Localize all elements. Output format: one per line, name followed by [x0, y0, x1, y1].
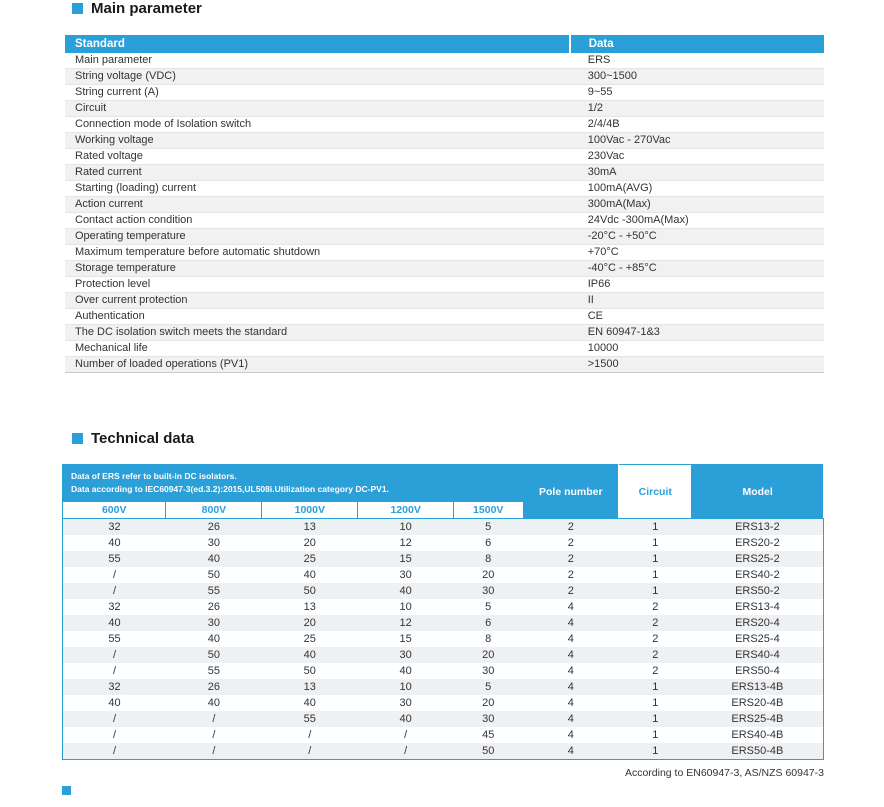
table-row [65, 149, 824, 165]
pole-number-cell: 2 [567, 569, 574, 581]
v600-cell: / [112, 569, 117, 581]
pole-number-cell: 4 [523, 615, 619, 631]
v1000-cell: 50 [303, 665, 316, 677]
model-cell: ERS40-4 [692, 647, 824, 663]
model-cell: ERS13-2 [692, 519, 824, 536]
v1500-cell: 5 [454, 519, 523, 536]
table-row [65, 277, 824, 293]
column-header-pole-number: Pole number [523, 465, 619, 519]
v800-cell: 55 [166, 583, 262, 599]
model-cell: ERS20-2 [735, 537, 780, 549]
v1200-cell: 15 [399, 633, 412, 645]
circuit-cell: 1 [619, 679, 692, 695]
table-row [63, 615, 824, 631]
data-cell: 300mA(Max) [570, 197, 824, 213]
column-header-circuit: Circuit [619, 465, 692, 519]
data-cell: 9~55 [570, 85, 824, 101]
table-row [63, 743, 824, 760]
model-cell: ERS25-4 [735, 633, 780, 645]
circuit-cell: 1 [652, 729, 659, 741]
v800-cell: / [166, 711, 262, 727]
v1500-cell: 5 [485, 601, 492, 613]
data-cell: -20°C - +50°C [570, 229, 824, 245]
data-cell: ERS [570, 53, 824, 69]
table-row [63, 647, 824, 663]
pole-number-cell: 2 [523, 551, 619, 567]
circuit-cell: 1 [652, 537, 659, 549]
table-row [65, 117, 824, 133]
table-row [65, 261, 824, 277]
table-row [65, 325, 824, 341]
table-row [63, 551, 824, 567]
data-cell: II [570, 293, 824, 309]
model-cell: ERS50-4B [692, 743, 824, 760]
circuit-cell: 1 [619, 711, 692, 727]
data-cell: +70°C [570, 245, 824, 261]
data-cell: >1500 [570, 357, 824, 373]
v1000-cell: 13 [303, 601, 316, 613]
section-title-text: Main parameter [91, 0, 202, 17]
v800-cell: 40 [207, 633, 221, 645]
column-header-1500v: 1500V [454, 502, 523, 519]
v1000-cell: 40 [262, 647, 358, 663]
pole-number-cell: 4 [567, 633, 574, 645]
table-row [65, 213, 824, 229]
v1500-cell: 20 [482, 697, 495, 709]
section-title-text: Technical data [91, 430, 195, 447]
table-row [65, 69, 824, 85]
column-header-standard: Standard [65, 35, 570, 53]
data-cell: 300~1500 [570, 69, 824, 85]
table-row [63, 631, 824, 647]
model-cell: ERS20-4 [692, 615, 824, 631]
pole-number-cell: 2 [523, 583, 619, 599]
main-parameter-table-body [65, 53, 824, 373]
v1000-cell: / [308, 729, 312, 741]
v1200-cell: / [358, 743, 454, 760]
standard-cell: Operating temperature [65, 229, 570, 245]
standard-cell: Starting (loading) current [65, 181, 570, 197]
v1500-cell: 8 [485, 633, 492, 645]
table-row [65, 245, 824, 261]
v1000-cell: 20 [303, 537, 316, 549]
pole-number-cell: 4 [523, 711, 619, 727]
table-row [65, 53, 824, 69]
v1200-cell: 10 [358, 679, 454, 695]
data-cell: 100Vac - 270Vac [570, 133, 824, 149]
column-header-1200v: 1200V [358, 502, 454, 519]
v1500-cell: 50 [454, 743, 523, 760]
v1200-cell: 10 [399, 601, 412, 613]
table-row [63, 695, 824, 711]
table-note [63, 465, 523, 502]
v1000-cell: 13 [262, 679, 358, 695]
v800-cell: 30 [166, 615, 262, 631]
v600-cell: 32 [63, 679, 166, 695]
v1200-cell: 10 [358, 519, 454, 536]
v800-cell: 55 [207, 665, 221, 677]
v1500-cell: 30 [482, 665, 495, 677]
section-bullet-icon [72, 3, 83, 14]
table-row [65, 357, 824, 373]
v600-cell: 40 [108, 697, 121, 709]
table-row [65, 85, 824, 101]
pole-number-cell: 4 [567, 697, 574, 709]
standard-cell: Authentication [65, 309, 570, 325]
column-header-1000v: 1000V [262, 502, 358, 519]
v600-cell: / [112, 665, 117, 677]
v1500-cell: 5 [454, 679, 523, 695]
v600-cell: / [112, 729, 117, 741]
circuit-cell: 1 [652, 569, 659, 581]
circuit-cell: 2 [652, 665, 659, 677]
v1500-cell: 45 [482, 729, 495, 741]
standard-cell: String current (A) [65, 85, 570, 101]
standard-cell: Protection level [65, 277, 570, 293]
v800-cell: 50 [207, 569, 221, 581]
pole-number-cell: 4 [567, 665, 574, 677]
standard-cell: Circuit [65, 101, 570, 117]
v600-cell: 40 [63, 615, 166, 631]
v1000-cell: 20 [262, 615, 358, 631]
data-cell: -40°C - +85°C [570, 261, 824, 277]
model-cell: ERS40-2 [735, 569, 780, 581]
table-row [65, 309, 824, 325]
circuit-cell: 1 [619, 519, 692, 536]
pole-number-cell: 4 [523, 679, 619, 695]
standard-cell: Working voltage [65, 133, 570, 149]
v600-cell: 55 [108, 633, 121, 645]
v1200-cell: 30 [399, 697, 412, 709]
v600-cell: / [63, 647, 166, 663]
table-header-row [63, 465, 824, 502]
v600-cell: / [63, 743, 166, 760]
table-row [65, 197, 824, 213]
v1500-cell: 6 [485, 537, 492, 549]
main-parameter-table [65, 35, 824, 373]
v800-cell: 40 [207, 697, 221, 709]
v1200-cell: 12 [399, 537, 412, 549]
v1500-cell: 6 [454, 615, 523, 631]
standard-cell: Rated current [65, 165, 570, 181]
data-cell: 30mA [570, 165, 824, 181]
table-row [65, 229, 824, 245]
column-header-800v: 800V [166, 502, 262, 519]
column-header-data: Data [570, 35, 824, 53]
table-note-line-2: Data according to IEC60947-3(ed.3.2):2015,UL508i.Utilization category DC-PV1. [71, 484, 389, 494]
model-cell: ERS50-4 [735, 665, 780, 677]
standard-cell: Storage temperature [65, 261, 570, 277]
v1000-cell: 25 [262, 551, 358, 567]
technical-data-table [62, 464, 824, 760]
v800-cell: 26 [166, 519, 262, 536]
v1200-cell: / [404, 729, 408, 741]
v1000-cell: / [262, 743, 358, 760]
data-cell: 2/4/4B [570, 117, 824, 133]
data-cell: 230Vac [570, 149, 824, 165]
standard-cell: String voltage (VDC) [65, 69, 570, 85]
v800-cell: 26 [207, 601, 221, 613]
v600-cell: 40 [108, 537, 121, 549]
technical-data-table-body [63, 519, 824, 760]
v800-cell: 40 [166, 551, 262, 567]
circuit-cell: 2 [652, 633, 659, 645]
standard-cell: Contact action condition [65, 213, 570, 229]
standards-footer-note: According to EN60947-3, AS/NZS 60947-3 [624, 767, 824, 779]
circuit-cell: 2 [652, 601, 659, 613]
v800-cell: / [212, 729, 216, 741]
standard-cell: Number of loaded operations (PV1) [65, 357, 570, 373]
table-note-line-1: Data of ERS refer to built-in DC isolators. [71, 471, 237, 482]
model-cell: ERS25-2 [692, 551, 824, 567]
table-row [63, 727, 824, 743]
data-cell: 1/2 [570, 101, 824, 117]
table-row [63, 583, 824, 599]
data-cell: 10000 [570, 341, 824, 357]
pole-number-cell: 4 [523, 647, 619, 663]
circuit-cell: 1 [652, 697, 659, 709]
model-cell: ERS25-4B [692, 711, 824, 727]
v800-cell: / [166, 743, 262, 760]
model-cell: ERS20-4B [731, 697, 784, 709]
circuit-cell: 1 [619, 583, 692, 599]
v1000-cell: 40 [303, 569, 316, 581]
v1000-cell: 13 [262, 519, 358, 536]
table-row [63, 711, 824, 727]
column-header-600v: 600V [63, 502, 166, 519]
standard-cell: Rated voltage [65, 149, 570, 165]
v1200-cell: 15 [358, 551, 454, 567]
technical-data-section-title [72, 430, 194, 447]
pole-number-cell: 4 [567, 729, 574, 741]
v800-cell: 26 [166, 679, 262, 695]
v1000-cell: 55 [262, 711, 358, 727]
model-cell: ERS13-4B [692, 679, 824, 695]
data-cell: 24Vdc -300mA(Max) [570, 213, 824, 229]
table-row [63, 663, 824, 679]
standard-cell: The DC isolation switch meets the standard [65, 325, 570, 341]
table-row [65, 293, 824, 309]
v600-cell: / [63, 583, 166, 599]
v600-cell: 32 [108, 601, 121, 613]
v800-cell: 50 [166, 647, 262, 663]
v1200-cell: 12 [358, 615, 454, 631]
v1000-cell: 50 [262, 583, 358, 599]
v1200-cell: 40 [399, 665, 412, 677]
model-cell: ERS40-4B [731, 729, 784, 741]
v1500-cell: 30 [454, 583, 523, 599]
v1200-cell: 30 [358, 647, 454, 663]
v600-cell: 32 [63, 519, 166, 536]
circuit-cell: 1 [619, 551, 692, 567]
circuit-cell: 2 [619, 615, 692, 631]
model-cell: ERS13-4 [735, 601, 780, 613]
column-header-model: Model [692, 465, 824, 519]
pole-number-cell: 2 [567, 537, 574, 549]
standard-cell: Main parameter [65, 53, 570, 69]
v1200-cell: 30 [399, 569, 412, 581]
data-cell: IP66 [570, 277, 824, 293]
v1200-cell: 40 [358, 711, 454, 727]
standard-cell: Over current protection [65, 293, 570, 309]
standard-cell: Maximum temperature before automatic shutdown [65, 245, 570, 261]
table-row [63, 599, 824, 615]
standard-cell: Connection mode of Isolation switch [65, 117, 570, 133]
v1200-cell: 40 [358, 583, 454, 599]
main-parameter-section-title [72, 0, 202, 17]
table-row [65, 341, 824, 357]
table-row [65, 165, 824, 181]
v1000-cell: 40 [303, 697, 316, 709]
table-row [63, 519, 824, 536]
standard-cell: Action current [65, 197, 570, 213]
page-corner-decoration-icon [62, 786, 71, 795]
v1500-cell: 8 [454, 551, 523, 567]
pole-number-cell: 4 [567, 601, 574, 613]
pole-number-cell: 4 [523, 743, 619, 760]
data-cell: CE [570, 309, 824, 325]
data-cell: EN 60947-1&3 [570, 325, 824, 341]
pole-number-cell: 2 [523, 519, 619, 536]
table-row [65, 101, 824, 117]
v600-cell: 55 [63, 551, 166, 567]
v1500-cell: 20 [482, 569, 495, 581]
table-row [65, 181, 824, 197]
standard-cell: Mechanical life [65, 341, 570, 357]
table-row [63, 535, 824, 551]
circuit-cell: 2 [619, 647, 692, 663]
v600-cell: / [63, 711, 166, 727]
table-row [63, 679, 824, 695]
data-cell: 100mA(AVG) [570, 181, 824, 197]
circuit-cell: 1 [619, 743, 692, 760]
table-row [63, 567, 824, 583]
v1000-cell: 25 [303, 633, 316, 645]
table-row [65, 133, 824, 149]
v1500-cell: 30 [454, 711, 523, 727]
model-cell: ERS50-2 [692, 583, 824, 599]
table-header-row [65, 35, 824, 53]
v1500-cell: 20 [454, 647, 523, 663]
section-bullet-icon [72, 433, 83, 444]
v800-cell: 30 [207, 537, 221, 549]
